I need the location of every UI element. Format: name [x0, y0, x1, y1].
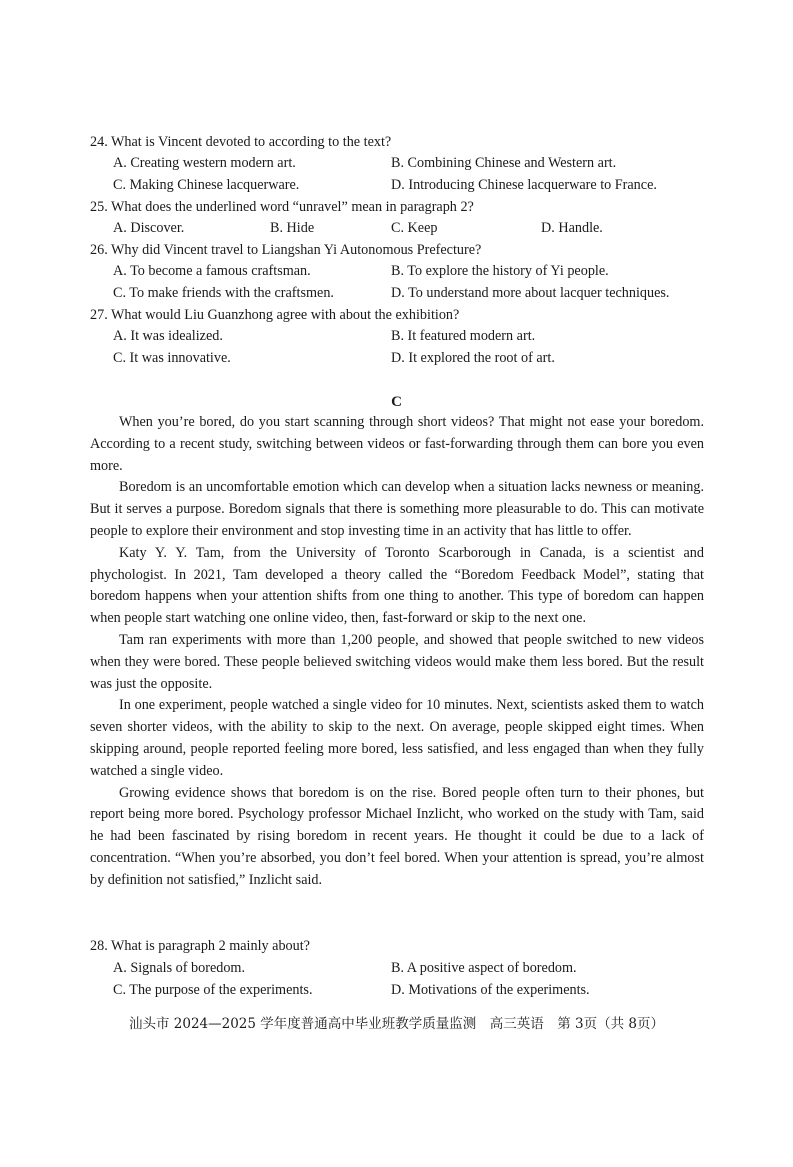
passage-paragraph: Tam ran experiments with more than 1,200 people, and showed that people switched to new videos when they were bored. These people believed switching videos would make them less bored. But the result was just the opposite.: [90, 631, 704, 692]
passage-paragraph: Boredom is an uncomfortable emotion which can develop when a situation lacks newness or meaning. But it serves a purpose. Boredom signals that there is something more pleasurable to do. This can motivate people to explore their environment and stop investing time in an activity that has little to offer.: [90, 479, 704, 539]
option-d: D. Introducing Chinese lacquerware to France.: [391, 177, 657, 193]
reading-passage: [90, 412, 704, 892]
page-footer: 汕头市 2024—2025 学年度普通高中毕业班教学质量监测 高三英语 第 3页（共 8页）: [128, 1016, 665, 1032]
question-25: [90, 196, 710, 240]
question-stem: 25. What does the underlined word “unravel” mean in paragraph 2?: [90, 199, 474, 215]
question-stem: 26. Why did Vincent travel to Liangshan Yi Autonomous Prefecture?: [90, 242, 482, 258]
section-heading: C: [391, 394, 402, 410]
passage-paragraph: When you’re bored, do you start scanning through short videos? That might not ease your boredom. According to a recent study, switching between videos or fast-forwarding through them can bore you even more.: [90, 414, 704, 474]
passage-paragraph: Growing evidence shows that boredom is on the rise. Bored people often turn to their phones, but report being more bored. Psychology professor Michael Inzlicht, who worked on the study with Tam, said he had been fascinated by rising boredom in recent years. He thought it could be due to a lack of concentration. “When you’re absorbed, you don’t feel bored. When your attention is spread, you’re almost by definition not satisfied,” Inzlicht said.: [90, 784, 704, 888]
option-c: C. Making Chinese lacquerware.: [113, 177, 300, 193]
option-b: B. A positive aspect of boredom.: [391, 960, 577, 976]
question-stem: 27. What would Liu Guanzhong agree with about the exhibition?: [90, 307, 460, 323]
question-27: [90, 304, 710, 370]
option-b: B. Hide: [270, 220, 315, 236]
option-c: C. It was innovative.: [113, 350, 231, 366]
option-d: D. To understand more about lacquer techniques.: [391, 285, 670, 301]
option-a: A. To become a famous craftsman.: [113, 263, 311, 279]
option-d: D. Handle.: [541, 220, 603, 236]
option-a: A. Signals of boredom.: [113, 960, 246, 976]
question-28: [90, 935, 710, 1001]
option-d: D. It explored the root of art.: [391, 350, 555, 366]
option-b: B. Combining Chinese and Western art.: [391, 155, 617, 171]
option-b: B. It featured modern art.: [391, 328, 536, 344]
option-a: A. Discover.: [113, 220, 185, 236]
option-c: C. Keep: [391, 220, 438, 236]
question-24: [90, 131, 710, 197]
option-d: D. Motivations of the experiments.: [391, 982, 590, 998]
option-a: A. It was idealized.: [113, 328, 223, 344]
passage-paragraph: In one experiment, people watched a single video for 10 minutes. Next, scientists asked them to watch seven shorter videos, with the ability to skip to the next. On average, people skipped eight times. When skipping around, people reported feeling more bored, less satisfied, and less engaged than when they fully watched a single video.: [90, 697, 704, 779]
option-b: B. To explore the history of Yi people.: [391, 263, 609, 279]
question-26: [90, 239, 710, 305]
question-stem: 24. What is Vincent devoted to according to the text?: [90, 134, 392, 150]
option-c: C. The purpose of the experiments.: [113, 982, 313, 998]
passage-paragraph: Katy Y. Y. Tam, from the University of Toronto Scarborough in Canada, is a scientist and phychologist. In 2021, Tam developed a theory called the “Boredom Feedback Model”, stating that boredom happens when your attention shifts from one thing to another. This type of boredom can happen when people start watching one online video, then, fast-forward or skip to the next one.: [90, 544, 704, 627]
option-c: C. To make friends with the craftsmen.: [113, 285, 334, 301]
option-a: A. Creating western modern art.: [113, 155, 296, 171]
question-stem: 28. What is paragraph 2 mainly about?: [90, 938, 310, 954]
